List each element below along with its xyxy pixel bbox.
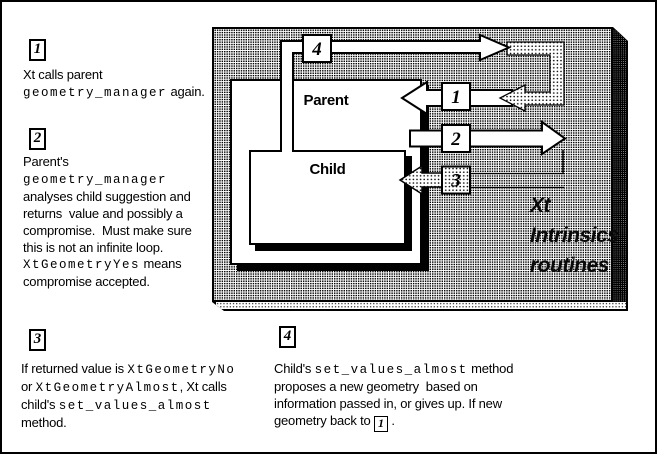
code-text: XtGeometryNo: [127, 363, 236, 377]
code-text: set_values_almost: [314, 363, 468, 377]
body-text: Parent's: [23, 154, 69, 169]
body-text: compromise accepted.: [23, 274, 150, 290]
body-text: .: [387, 412, 395, 428]
arrow-2-from-parent: [410, 122, 565, 154]
note-2-text: [23, 154, 192, 291]
note-line: [23, 154, 192, 171]
body-text: method: [467, 361, 514, 376]
note-line: [23, 84, 205, 102]
note-line: [23, 240, 192, 257]
body-text: Xt calls parent: [23, 67, 103, 82]
note-4-text: [274, 361, 513, 432]
body-text: Child's: [274, 361, 315, 376]
body-text: or: [21, 378, 36, 394]
parent-window-label: Parent: [303, 92, 349, 109]
step-reference-box: 1: [374, 416, 388, 432]
note-line: [274, 379, 513, 396]
body-text: analyses child suggestion and: [23, 188, 191, 204]
note-4-number-box: 4: [279, 326, 296, 348]
body-text: method.: [21, 414, 67, 430]
child-window-label: Child: [309, 161, 346, 178]
body-text: information passed in, or gives up. If new: [274, 395, 502, 411]
note-line: [23, 171, 192, 189]
body-text: returns value and possibly a: [23, 205, 183, 221]
note-2-number-box: 2: [29, 128, 46, 150]
body-text: child's: [21, 396, 59, 412]
note-3-text: [21, 361, 235, 432]
arrow-1-number: 1: [451, 87, 461, 108]
body-text: , Xt calls: [179, 378, 227, 394]
code-text: geometry_manager: [23, 85, 168, 100]
note-line: [21, 415, 235, 432]
note-line: [23, 274, 192, 291]
note-line: [21, 361, 235, 379]
body-text: compromise. Must make sure: [23, 222, 192, 238]
code-text: XtGeometryYes: [23, 258, 141, 273]
note-1-text: [23, 67, 205, 102]
body-text: means: [140, 256, 182, 272]
code-text: XtGeometryAlmost: [35, 380, 180, 395]
note-line: [274, 413, 513, 432]
dotted-return-loop-4-to-1: [500, 42, 564, 111]
note-line: [23, 256, 192, 274]
code-text: set_values_almost: [58, 398, 212, 413]
body-text: geometry back to: [274, 412, 374, 428]
note-3-number-box: 3: [29, 329, 46, 351]
arrow-2-number: 2: [451, 129, 461, 150]
body-text: proposes a new geometry based on: [274, 378, 478, 394]
note-line: [23, 67, 205, 84]
note-line: [23, 206, 192, 223]
body-text: again.: [167, 83, 205, 99]
note-line: [21, 397, 235, 415]
arrow-4-number: 4: [312, 39, 322, 60]
body-text: this is not an infinite loop.: [23, 239, 164, 255]
code-text: geometry_manager: [23, 172, 168, 187]
note-line: [21, 379, 235, 397]
note-line: [23, 189, 192, 206]
note-1-number-box: 1: [29, 39, 46, 61]
xt-intrinsics-routines-label: Xt Intrinsics routines: [530, 194, 619, 277]
arrow-3-number: 3: [451, 170, 461, 192]
dotted-return-tail-2-to-3: [470, 150, 564, 188]
note-line: [274, 396, 513, 413]
note-line: [23, 223, 192, 240]
note-line: [274, 361, 513, 379]
body-text: If returned value is: [21, 361, 128, 376]
call-arrows-overlay: [212, 27, 628, 311]
